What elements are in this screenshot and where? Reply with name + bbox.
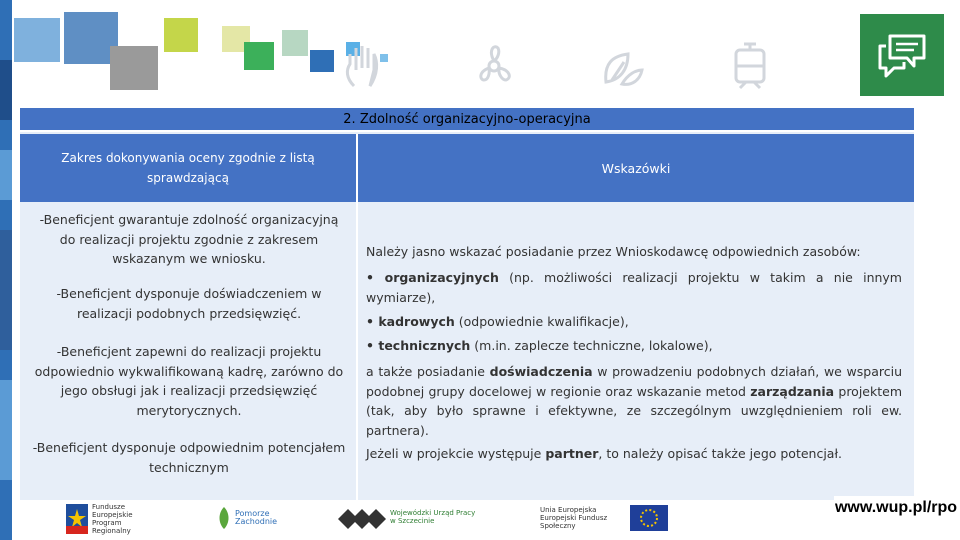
criterion-item: -Beneficjent dysponuje odpowiednim potencjałem technicznym <box>32 440 346 475</box>
hint-emphasis: zarządzania <box>750 383 835 399</box>
criterion-item: -Beneficjent dysponuje doświadczeniem w realizacji podobnych przedsięwzięć. <box>56 286 322 321</box>
footer-logos <box>0 500 960 540</box>
hint-bullet <box>366 268 902 307</box>
criterion-item: -Beneficjent gwarantuje zdolność organizacyjną do realizacji projektu zgodnie z zakresem wskazanym we wniosku. <box>39 212 339 266</box>
fan-icon <box>470 40 518 92</box>
section-title: 2. Zdolność organizacyjno-operacyjna <box>20 106 914 132</box>
hints-column <box>358 204 914 500</box>
hint-text: projektem (tak, aby było sprawne i efektywne, ze szczególnym uwzględnieniem roli ew. partnera). <box>366 383 903 438</box>
wup-blocks-icon <box>336 505 386 529</box>
hint-bullet-text: (np. możliwości realizacji projektu w takim a nie innym wymiarze), <box>366 270 902 305</box>
decorative-square <box>244 42 274 70</box>
decorative-left-bar-segment <box>0 60 12 120</box>
hand-icon <box>340 40 388 92</box>
decorative-square <box>164 18 198 52</box>
decorative-square <box>310 50 334 72</box>
hint-paragraph <box>366 362 902 440</box>
hint-paragraph <box>366 444 902 464</box>
logo-wup <box>336 500 482 534</box>
website-url[interactable]: www.wup.pl/rpo <box>834 496 958 540</box>
decorative-square <box>282 30 308 56</box>
logo-text: Fundusze Europejskie Program Regionalny <box>92 503 133 535</box>
hint-bullet <box>366 336 902 356</box>
hint-bullet <box>366 312 902 332</box>
assessment-table <box>20 106 914 500</box>
decorative-left-bar-segment <box>0 230 12 350</box>
decorative-left-bar-segment <box>0 150 12 200</box>
hint-text: w prowadzeniu podobnych działań, we wsparciu podobnej grupy docelowej w regionie oraz wskazanie metod <box>366 364 902 399</box>
hint-text: a także posiadanie <box>366 364 490 379</box>
header-scope: Zakres dokonywania oceny zgodnie z listą sprawdzającą <box>20 134 356 202</box>
decorative-square <box>14 18 60 62</box>
logo-text: Unia Europejska Europejski Fundusz Społeczny <box>540 506 608 530</box>
criterion-item: -Beneficjent zapewni do realizacji projektu odpowiednio wykwalifikowaną kadrę, zarówno do jego obsługi jak i realizacji przedsięwzięć merytorycznych. <box>34 344 344 418</box>
hint-bullet-label: • technicznych <box>366 338 471 353</box>
hint-bullet-text: (m.in. zaplecze techniczne, lokalowe), <box>470 338 713 353</box>
hint-emphasis: partner <box>545 446 599 461</box>
hint-bullet-label: • organizacyjnych <box>366 270 499 285</box>
hint-emphasis: doświadczenia <box>489 364 593 379</box>
logo-unia-europejska <box>540 502 676 534</box>
logo-text: Wojewódzki Urząd Pracy w Szczecinie <box>390 509 476 525</box>
header-hints: Wskazówki <box>358 134 914 202</box>
criteria-column <box>20 204 356 500</box>
eu-flag-icon <box>630 505 668 531</box>
pz-leaf-icon <box>216 505 232 531</box>
hint-bullet-label: • kadrowych <box>366 314 455 329</box>
hint-text: , to należy opisać także jego potencjał. <box>598 446 842 461</box>
hint-text: Jeżeli w projekcie występuje <box>366 446 546 461</box>
chat-bubbles-icon <box>874 30 930 80</box>
decorative-square <box>110 46 158 90</box>
chat-badge <box>860 14 944 96</box>
logo-text: Pomorze Zachodnie <box>235 509 278 526</box>
decorative-left-bar-segment <box>0 380 12 480</box>
train-icon <box>726 40 774 92</box>
hint-intro: Należy jasno wskazać posiadanie przez Wnioskodawcę odpowiednich zasobów: <box>366 244 861 259</box>
hint-bullet-text: (odpowiednie kwalifikacje), <box>454 314 629 329</box>
logo-fundusze-europejskie <box>66 502 156 536</box>
fe-star-icon <box>66 504 88 534</box>
logo-pomorze-zachodnie <box>216 502 280 534</box>
leaves-icon <box>598 40 646 92</box>
